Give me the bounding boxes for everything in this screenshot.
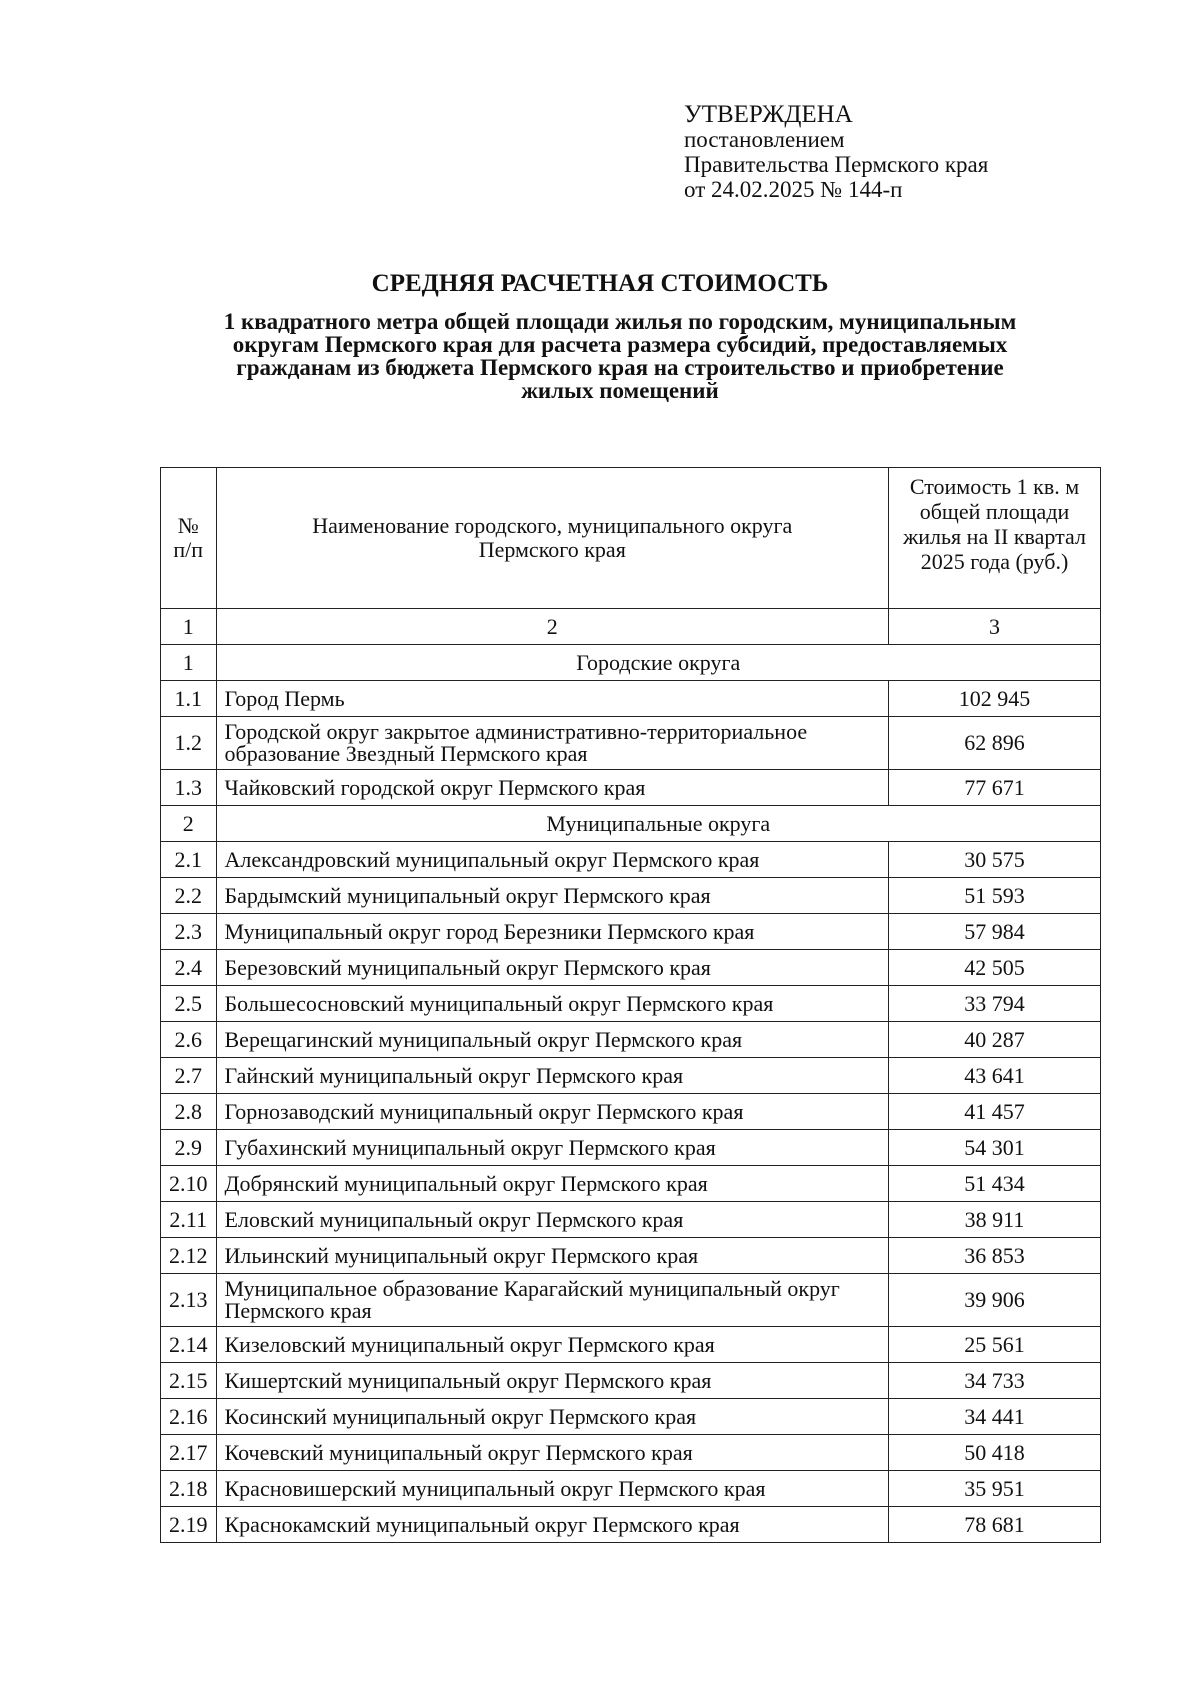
table-row [161, 914, 1101, 950]
row-number: 1.2 [161, 717, 217, 770]
cost-value: 38 911 [889, 1202, 1101, 1238]
row-number: 2.4 [161, 950, 217, 986]
col-number: 1 [161, 609, 217, 645]
district-name: Бардымский муниципальный округ Пермского края [216, 878, 889, 914]
table-row [161, 1130, 1101, 1166]
cost-value: 35 951 [889, 1471, 1101, 1507]
district-name: Березовский муниципальный округ Пермского края [216, 950, 889, 986]
cost-value: 30 575 [889, 842, 1101, 878]
approval-line: Правительства Пермского края [684, 152, 989, 177]
table-row [161, 770, 1101, 806]
row-number: 2.16 [161, 1399, 217, 1435]
header-num: № п/п [161, 468, 217, 609]
district-name: Еловский муниципальный округ Пермского края [216, 1202, 889, 1238]
district-name: Кочевский муниципальный округ Пермского края [216, 1435, 889, 1471]
district-name: Верещагинский муниципальный округ Пермского края [216, 1022, 889, 1058]
table-row [161, 1166, 1101, 1202]
section-row [161, 645, 1101, 681]
district-name: Горнозаводский муниципальный округ Пермского края [216, 1094, 889, 1130]
district-name: Краснокамский муниципальный округ Пермского края [216, 1507, 889, 1543]
cost-value: 78 681 [889, 1507, 1101, 1543]
col-number: 3 [889, 609, 1101, 645]
row-number: 2.19 [161, 1507, 217, 1543]
table-row [161, 986, 1101, 1022]
row-number: 2.15 [161, 1363, 217, 1399]
row-number: 1 [161, 645, 217, 681]
document-subtitle: 1 квадратного метра общей площади жилья по городским, муниципальным округам Пермского края для расчета размера субсидий, предоставляемых гражданам из бюджета Пермского края на строительство и приобретение жилых помещений [223, 309, 1017, 403]
cost-value: 102 945 [889, 681, 1101, 717]
district-name: Ильинский муниципальный округ Пермского края [216, 1238, 889, 1274]
cost-value: 50 418 [889, 1435, 1101, 1471]
cost-value: 77 671 [889, 770, 1101, 806]
table-row [161, 1471, 1101, 1507]
row-number: 2.3 [161, 914, 217, 950]
district-name: Александровский муниципальный округ Пермского края [216, 842, 889, 878]
document-title: СРЕДНЯЯ РАСЧЕТНАЯ СТОИМОСТЬ [371, 270, 829, 297]
col-number: 2 [216, 609, 889, 645]
approval-line: постановлением [684, 127, 845, 152]
table-row [161, 878, 1101, 914]
table-row [161, 1399, 1101, 1435]
row-number: 2.11 [161, 1202, 217, 1238]
district-name: Гайнский муниципальный округ Пермского края [216, 1058, 889, 1094]
cost-value: 41 457 [889, 1094, 1101, 1130]
district-name: Городской округ закрытое административно-территориальное образование Звездный Пермского края [216, 717, 889, 770]
district-name: Косинский муниципальный округ Пермского края [216, 1399, 889, 1435]
row-number: 2.18 [161, 1471, 217, 1507]
table-row [161, 1058, 1101, 1094]
row-number: 2.5 [161, 986, 217, 1022]
row-number: 2.17 [161, 1435, 217, 1471]
table-row [161, 1274, 1101, 1327]
district-name: Муниципальный округ город Березники Пермского края [216, 914, 889, 950]
table-row [161, 1507, 1101, 1543]
cost-value: 39 906 [889, 1274, 1101, 1327]
district-name: Чайковский городской округ Пермского края [216, 770, 889, 806]
section-title: Муниципальные округа [216, 806, 1101, 842]
row-number: 2.2 [161, 878, 217, 914]
row-number: 2.8 [161, 1094, 217, 1130]
approval-date: от 24.02.2025 № 144-п [684, 177, 903, 202]
column-number-row [161, 609, 1101, 645]
table-row [161, 842, 1101, 878]
approval-heading: УТВЕРЖДЕНА [684, 101, 853, 128]
district-name: Кишертский муниципальный округ Пермского края [216, 1363, 889, 1399]
section-title: Городские округа [216, 645, 1101, 681]
row-number: 2.6 [161, 1022, 217, 1058]
cost-value: 57 984 [889, 914, 1101, 950]
cost-value: 34 441 [889, 1399, 1101, 1435]
cost-value: 25 561 [889, 1327, 1101, 1363]
row-number: 2.9 [161, 1130, 217, 1166]
cost-value: 51 434 [889, 1166, 1101, 1202]
district-name: Муниципальное образование Карагайский муниципальный округ Пермского края [216, 1274, 889, 1327]
row-number: 2.10 [161, 1166, 217, 1202]
cost-value: 43 641 [889, 1058, 1101, 1094]
cost-value: 54 301 [889, 1130, 1101, 1166]
table-header-row [161, 468, 1101, 609]
cost-table [160, 467, 1101, 1543]
cost-value: 34 733 [889, 1363, 1101, 1399]
table-row [161, 1202, 1101, 1238]
district-name: Большесосновский муниципальный округ Пермского края [216, 986, 889, 1022]
table-row [161, 681, 1101, 717]
district-name: Губахинский муниципальный округ Пермского края [216, 1130, 889, 1166]
district-name: Красновишерский муниципальный округ Пермского края [216, 1471, 889, 1507]
row-number: 2.13 [161, 1274, 217, 1327]
cost-value: 40 287 [889, 1022, 1101, 1058]
cost-value: 36 853 [889, 1238, 1101, 1274]
table-row [161, 950, 1101, 986]
cost-value: 42 505 [889, 950, 1101, 986]
row-number: 2.14 [161, 1327, 217, 1363]
header-name: Наименование городского, муниципального округа Пермского края [216, 468, 889, 609]
cost-value: 51 593 [889, 878, 1101, 914]
table-row [161, 1238, 1101, 1274]
row-number: 2 [161, 806, 217, 842]
row-number: 1.3 [161, 770, 217, 806]
table-row [161, 717, 1101, 770]
row-number: 2.7 [161, 1058, 217, 1094]
row-number: 2.12 [161, 1238, 217, 1274]
district-name: Добрянский муниципальный округ Пермского края [216, 1166, 889, 1202]
section-row [161, 806, 1101, 842]
approval-stamp [684, 102, 988, 202]
table-row [161, 1435, 1101, 1471]
table-row [161, 1327, 1101, 1363]
header-cost: Стоимость 1 кв. м общей площади жилья на II квартал 2025 года (руб.) [889, 468, 1101, 609]
row-number: 1.1 [161, 681, 217, 717]
table-row [161, 1022, 1101, 1058]
district-name: Кизеловский муниципальный округ Пермского края [216, 1327, 889, 1363]
table-row [161, 1363, 1101, 1399]
table-row [161, 1094, 1101, 1130]
district-name: Город Пермь [216, 681, 889, 717]
cost-value: 62 896 [889, 717, 1101, 770]
cost-value: 33 794 [889, 986, 1101, 1022]
row-number: 2.1 [161, 842, 217, 878]
